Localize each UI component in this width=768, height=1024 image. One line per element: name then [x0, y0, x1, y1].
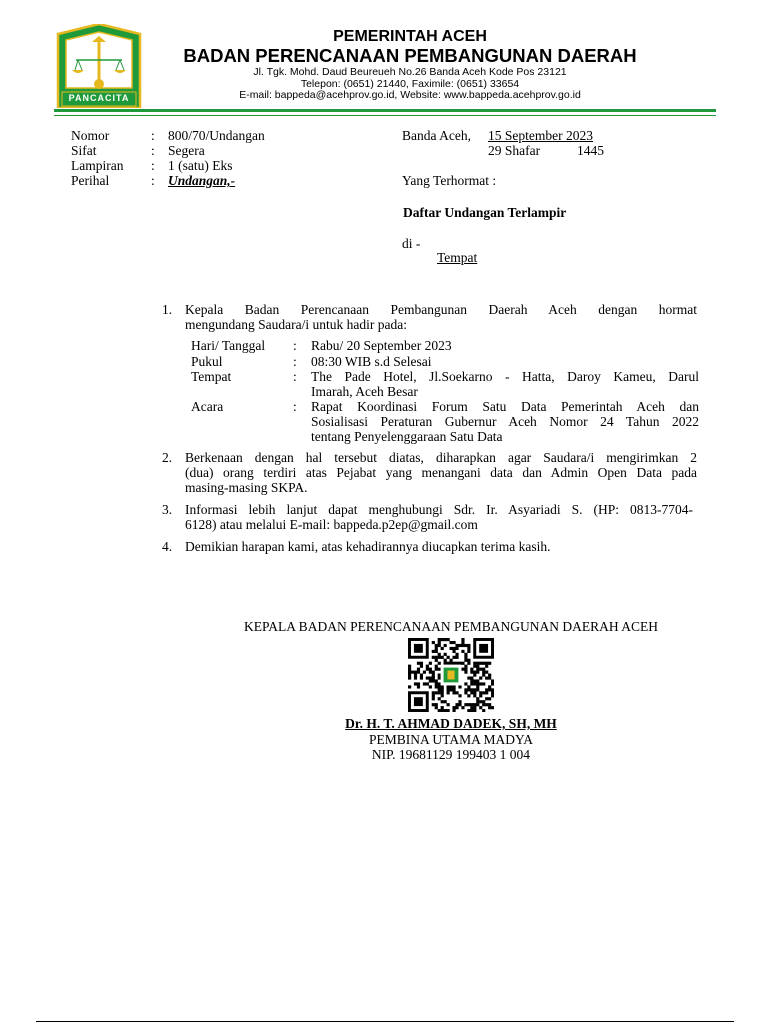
detail-pukul-value: 08:30 WIB s.d Selesai: [311, 354, 432, 369]
recipient-di: di -: [402, 236, 421, 251]
meta-sifat-value: Segera: [168, 143, 205, 158]
meta-sifat-sep: :: [151, 143, 155, 158]
paragraph-2-line: masing-masing SKPA.: [185, 480, 308, 495]
recipient-place: Tempat: [437, 250, 478, 265]
signatory-nip: NIP. 19681129 199403 1 004: [371, 747, 531, 762]
meta-lampiran-value: 1 (satu) Eks: [168, 158, 233, 173]
paragraph-2-line: (dua) orang terdiri atas Pejabat yang menangani data dan Admin Open Data pada: [185, 465, 697, 480]
paragraph-3-line: Informasi lebih lanjut dapat menghubungi Sdr. Ir. Asyariadi S. (HP: 0813-7704-: [185, 502, 693, 517]
paragraph-4-line: Demikian harapan kami, atas kehadirannya diucapkan terima kasih.: [185, 539, 551, 554]
detail-acara-sep: :: [293, 399, 297, 414]
meta-perihal-sep: :: [151, 173, 155, 188]
date-hijri-year: 1445: [577, 143, 604, 158]
detail-tempat-label: Tempat: [191, 369, 232, 384]
detail-hari-label: Hari/ Tanggal: [191, 338, 266, 353]
signatory-name: Dr. H. T. AHMAD DADEK, SH, MH: [345, 716, 557, 731]
agency-address: Jl. Tgk. Mohd. Daud Beureueh No.26 Banda Aceh Kode Pos 23121: [253, 66, 567, 78]
detail-pukul-label: Pukul: [191, 354, 223, 369]
recipient-name: Daftar Undangan Terlampir: [403, 205, 567, 220]
header-divider-thin: [54, 115, 716, 116]
paragraph-2-number: 2.: [162, 450, 173, 465]
detail-pukul-sep: :: [293, 354, 297, 369]
detail-tempat-sep: :: [293, 369, 297, 384]
qr-code-icon: [408, 638, 494, 712]
recipient-salutation: Yang Terhormat :: [402, 173, 497, 188]
paragraph-1-line: mengundang Saudara/i untuk hadir pada:: [185, 317, 407, 332]
paragraph-2-line: Berkenaan dengan hal tersebut diatas, diharapkan agar Saudara/i mengirimkan 2: [185, 450, 697, 465]
detail-acara-label: Acara: [191, 399, 224, 414]
paragraph-3-number: 3.: [162, 502, 173, 517]
meta-perihal-label: Perihal: [71, 173, 110, 188]
meta-sifat-label: Sifat: [71, 143, 97, 158]
detail-acara-value: Sosialisasi Peraturan Gubernur Aceh Nomor 24 Tahun 2022: [311, 414, 699, 429]
detail-hari-sep: :: [293, 338, 297, 353]
paragraph-4-number: 4.: [162, 539, 173, 554]
agency-name: BADAN PERENCANAAN PEMBANGUNAN DAERAH: [183, 45, 637, 66]
detail-tempat-value: The Pade Hotel, Jl.Soekarno - Hatta, Daroy Kameu, Darul: [311, 369, 699, 384]
agency-email-website: E-mail: bappeda@acehprov.go.id, Website: www.bappeda.acehprov.go.id: [239, 89, 581, 101]
logo-caption: PANCACITA: [68, 93, 130, 103]
agency-phone: Telepon: (0651) 21440, Faximile: (0651) 33654: [300, 78, 520, 90]
date-gregorian: 15 September 2023: [488, 128, 593, 143]
meta-nomor-label: Nomor: [71, 128, 110, 143]
detail-acara-value: Rapat Koordinasi Forum Satu Data Pemerintah Aceh dan: [311, 399, 699, 414]
meta-nomor-value: 800/70/Undangan: [168, 128, 265, 143]
government-name: PEMERINTAH ACEH: [333, 28, 487, 45]
detail-acara-value: tentang Penyelenggaraan Satu Data: [311, 429, 503, 444]
signatory-title: KEPALA BADAN PERENCANAAN PEMBANGUNAN DAERAH ACEH: [244, 619, 658, 634]
detail-hari-value: Rabu/ 20 September 2023: [311, 338, 452, 353]
detail-tempat-value: Imarah, Aceh Besar: [311, 384, 418, 399]
date-hijri: 29 Shafar: [488, 143, 541, 158]
paragraph-1-number: 1.: [162, 302, 173, 317]
date-place: Banda Aceh,: [402, 128, 471, 143]
meta-nomor-sep: :: [151, 128, 155, 143]
meta-lampiran-sep: :: [151, 158, 155, 173]
paragraph-1-line: Kepala Badan Perencanaan Pembangunan Daerah Aceh dengan hormat: [185, 302, 697, 317]
meta-perihal-value: Undangan,-: [168, 173, 236, 188]
footer-line: [36, 1021, 734, 1022]
meta-lampiran-label: Lampiran: [71, 158, 124, 173]
header-divider: [54, 109, 716, 112]
paragraph-3-line: 6128) atau melalui E-mail: bappeda.p2ep@gmail.com: [185, 517, 478, 532]
signatory-rank: PEMBINA UTAMA MADYA: [369, 732, 533, 747]
